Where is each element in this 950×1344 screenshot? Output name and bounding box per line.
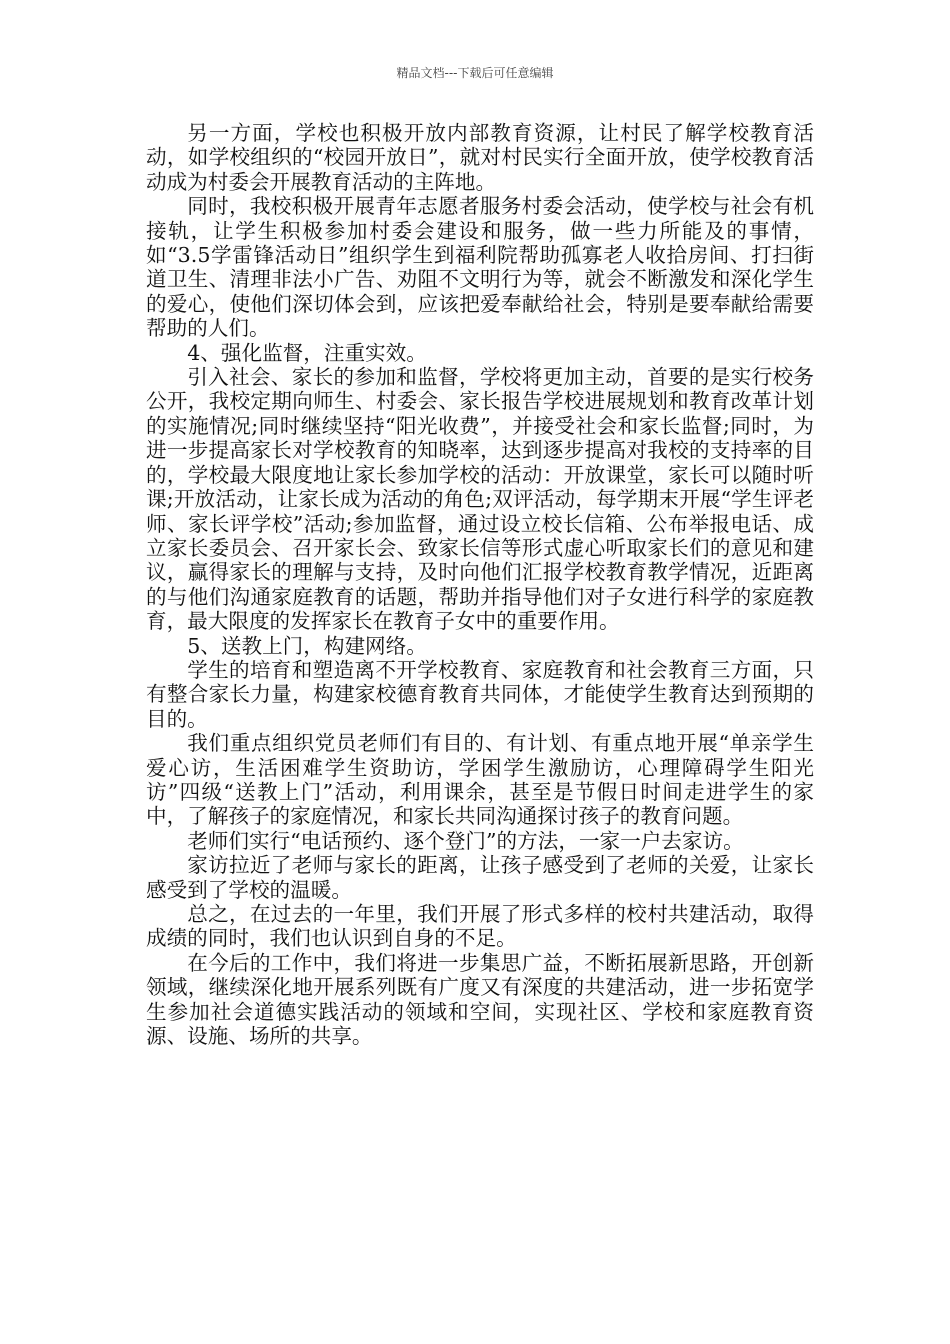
paragraph: 我们重点组织党员老师们有目的、有计划、有重点地开展“单亲学生爱心访，生活困难学生资助访，学困学生激励访，心理障碍学生阳光访”四级“送教上门”活动，利用课余，甚至是节假日时间走进学生的家中，了解孩子的家庭情况，和家长共同沟通探讨孩子的教育问题。 (146, 731, 814, 829)
paragraph: 同时，我校积极开展青年志愿者服务村委会活动，使学校与社会有机接轨，让学生积极参加村委会建设和服务，做一些力所能及的事情，如“3.5学雷锋活动日”组织学生到福利院帮助孤寡老人收拾房间、打扫街道卫生、清理非法小广告、劝阻不文明行为等，就会不断激发和深化学生的爱心，使他们深切体会到，应该把爱奉献给社会，特别是要奉献给需要帮助的人们。 (146, 194, 814, 341)
page-header: 精品文档---下载后可任意编辑 (396, 66, 554, 80)
paragraph: 老师们实行“电话预约、逐个登门”的方法，一家一户去家访。 (187, 828, 744, 853)
paragraph: 在今后的工作中，我们将进一步集思广益，不断拓展新思路，开创新领域，继续深化地开展系列既有广度又有深度的共建活动，进一步拓宽学生参加社会道德实践活动的领域和空间，实现社区、学校和家庭教育资源、设施、场所的共享。 (146, 950, 814, 1049)
paragraph: 学生的培育和塑造离不开学校教育、家庭教育和社会教育三方面，只有整合家长力量，构建家校德育教育共同体，才能使学生教育达到预期的目的。 (146, 657, 814, 731)
paragraph: 另一方面，学校也积极开放内部教育资源，让村民了解学校教育活动，如学校组织的“校园开放日”，就对村民实行全面开放，使学校教育活动成为村委会开展教育活动的主阵地。 (146, 121, 814, 194)
paragraph: 引入社会、家长的参加和监督，学校将更加主动，首要的是实行校务公开，我校定期向师生、村委会、家长报告学校进展规划和教育改革计划的实施情况;同时继续坚持“阳光收费”，并接受社会和家长监督;同时，为进一步提高家长对学校教育的知晓率，达到逐步提高对我校的支持率的目的，学校最大限度地让家长参加学校的活动：开放课堂，家长可以随时听课;开放活动，让家长成为活动的角色;双评活动，每学期末开展“学生评老师、家长评学校”活动;参加监督，通过设立校长信箱、公布举报电话、成立家长委员会、召开家长会、致家长信等形式虚心听取家长们的意见和建议，赢得家长的理解与支持，及时向他们汇报学校教育教学情况，近距离的与他们沟通家庭教育的话题，帮助并指导他们对子女进行科学的家庭教育，最大限度的发挥家长在教育子女中的重要作用。 (146, 365, 814, 634)
document-body (146, 121, 814, 1048)
paragraph: 总之，在过去的一年里，我们开展了形式多样的校村共建活动，取得成绩的同时，我们也认识到自身的不足。 (146, 902, 814, 951)
section-heading: 4、强化监督，注重实效。 (187, 340, 427, 365)
section-heading: 5、送教上门，构建网络。 (187, 633, 427, 658)
paragraph: 家访拉近了老师与家长的距离，让孩子感受到了老师的关爱，让家长感受到了学校的温暖。 (146, 853, 814, 902)
